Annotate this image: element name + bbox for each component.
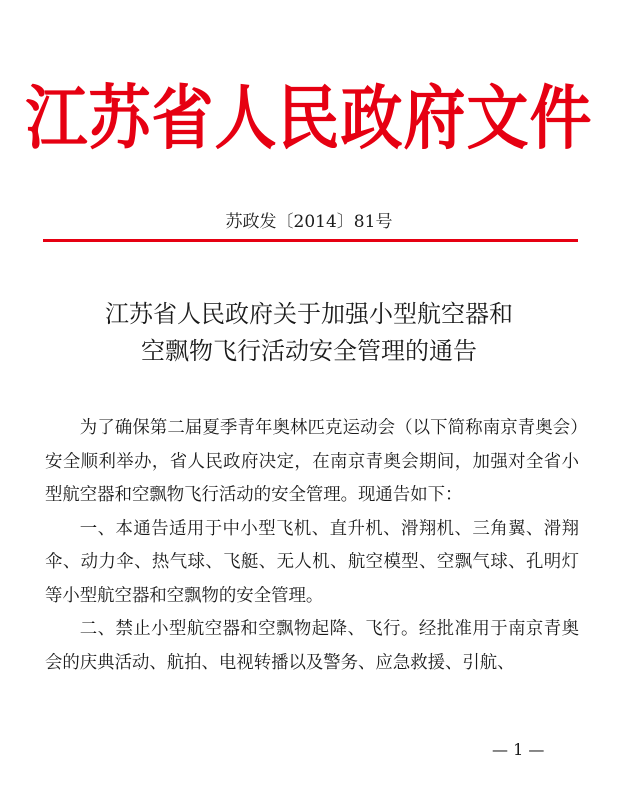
page-number: — 1 —: [492, 740, 545, 759]
body-paragraph-intro: 为了确保第二届夏季青年奥林匹克运动会（以下简称南京青奥会）安全顺利举办，省人民政府决定，在南京青奥会期间，加强对全省小型航空器和空飘物飞行活动的安全管理。现通告如下：: [45, 418, 579, 505]
body-paragraph-scope: 一、本通告适用于中小型飞机、直升机、滑翔机、三角翼、滑翔伞、动力伞、热气球、飞艇、无人机、航空模型、空飘气球、孔明灯等小型航空器和空飘物的安全管理。: [45, 518, 579, 606]
notice-title-line-2: 空飘物飞行活动安全管理的通告: [141, 337, 477, 365]
notice-body: [45, 412, 579, 680]
notice-title: [0, 296, 618, 370]
document-number: 苏政发〔2014〕81号: [225, 212, 393, 232]
issuer-title: 江苏省人民政府文件: [25, 76, 593, 159]
notice-title-line-1: 江苏省人民政府关于加强小型航空器和: [105, 300, 513, 328]
body-paragraph-prohibition: 二、禁止小型航空器和空飘物起降、飞行。经批准用于南京青奥会的庆典活动、航拍、电视转播以及警务、应急救援、引航、: [45, 619, 579, 673]
red-separator-line: [43, 239, 578, 242]
